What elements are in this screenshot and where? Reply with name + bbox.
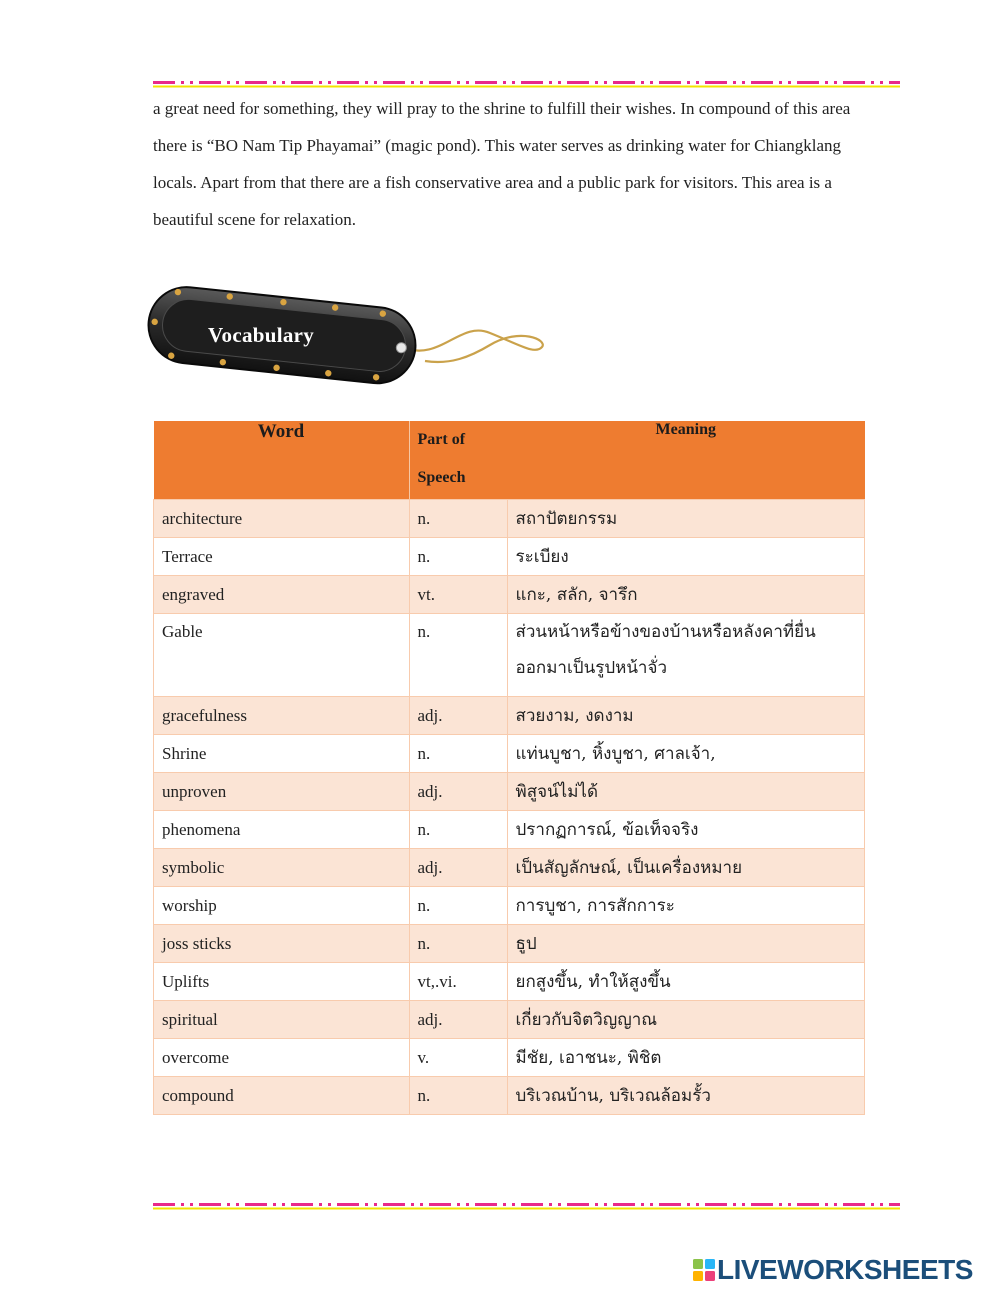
word-cell: architecture bbox=[154, 500, 410, 538]
table-row bbox=[154, 576, 865, 614]
table-row bbox=[154, 500, 865, 538]
pos-cell: vt,.vi. bbox=[409, 963, 507, 1001]
pos-cell: adj. bbox=[409, 697, 507, 735]
meaning-cell: มีชัย, เอาชนะ, พิชิต bbox=[507, 1039, 865, 1077]
top-decorative-rule bbox=[153, 80, 900, 88]
paragraph-line: a great need for something, they will pray to the shrine to fulfill their wishes. In compound of this area bbox=[153, 99, 851, 118]
word-cell: Gable bbox=[154, 614, 410, 697]
vocabulary-table bbox=[153, 421, 865, 1115]
meaning-cell: ยกสูงขึ้น, ทำให้สูงขึ้น bbox=[507, 963, 865, 1001]
meaning-line: ออกมาเป็นรูปหน้าจั่ว bbox=[515, 658, 667, 678]
header-word: Word bbox=[154, 421, 410, 500]
meaning-cell bbox=[507, 614, 865, 697]
pos-cell: n. bbox=[409, 1077, 507, 1115]
tag-graphic bbox=[140, 285, 560, 395]
pos-cell: n. bbox=[409, 538, 507, 576]
pos-cell: n. bbox=[409, 925, 507, 963]
pos-cell: n. bbox=[409, 735, 507, 773]
table-row bbox=[154, 538, 865, 576]
meaning-cell: แกะ, สลัก, จารึก bbox=[507, 576, 865, 614]
vocabulary-title: Vocabulary bbox=[208, 323, 315, 347]
meaning-cell: เกี่ยวกับจิตวิญญาณ bbox=[507, 1001, 865, 1039]
meaning-cell: ระเบียง bbox=[507, 538, 865, 576]
meaning-cell: สถาปัตยกรรม bbox=[507, 500, 865, 538]
liveworksheets-logo[interactable] bbox=[693, 1255, 973, 1285]
pos-cell: n. bbox=[409, 614, 507, 697]
meaning-cell: การบูชา, การสักการะ bbox=[507, 887, 865, 925]
table-row bbox=[154, 1001, 865, 1039]
vocabulary-tag bbox=[140, 285, 560, 395]
header-pos-line2: Speech bbox=[417, 469, 466, 486]
table-row bbox=[154, 697, 865, 735]
tag-string bbox=[402, 331, 543, 363]
word-cell: engraved bbox=[154, 576, 410, 614]
table-row bbox=[154, 811, 865, 849]
bottom-decorative-rule bbox=[153, 1202, 900, 1210]
pos-cell: vt. bbox=[409, 576, 507, 614]
word-cell: compound bbox=[154, 1077, 410, 1115]
word-cell: symbolic bbox=[154, 849, 410, 887]
word-cell: Terrace bbox=[154, 538, 410, 576]
table-row bbox=[154, 1077, 865, 1115]
meaning-cell: แท่นบูชา, หิ้งบูชา, ศาลเจ้า, bbox=[507, 735, 865, 773]
meaning-cell: เป็นสัญลักษณ์, เป็นเครื่องหมาย bbox=[507, 849, 865, 887]
meaning-cell: พิสูจน์ไม่ได้ bbox=[507, 773, 865, 811]
table-row bbox=[154, 849, 865, 887]
meaning-line: ส่วนหน้าหรือข้างของบ้านหรือหลังคาที่ยื่น bbox=[515, 622, 816, 642]
word-cell: phenomena bbox=[154, 811, 410, 849]
word-cell: Uplifts bbox=[154, 963, 410, 1001]
tag-eyelet bbox=[396, 342, 407, 353]
table-row bbox=[154, 614, 865, 697]
word-cell: worship bbox=[154, 887, 410, 925]
pos-cell: adj. bbox=[409, 1001, 507, 1039]
liveworksheets-logo-icon bbox=[693, 1259, 715, 1281]
logo-text: LIVEWORKSHEETS bbox=[717, 1254, 973, 1285]
pos-cell: n. bbox=[409, 811, 507, 849]
table-row bbox=[154, 887, 865, 925]
table-header-row bbox=[154, 421, 865, 500]
meaning-cell: บริเวณบ้าน, บริเวณล้อมรั้ว bbox=[507, 1077, 865, 1115]
intro-paragraph bbox=[153, 90, 913, 238]
meaning-cell: สวยงาม, งดงาม bbox=[507, 697, 865, 735]
paragraph-line: there is “BO Nam Tip Phayamai” (magic pond). This water serves as drinking water for Chiangklang bbox=[153, 136, 842, 155]
table-row bbox=[154, 1039, 865, 1077]
word-cell: overcome bbox=[154, 1039, 410, 1077]
header-meaning: Meaning bbox=[507, 421, 865, 500]
table-row bbox=[154, 735, 865, 773]
word-cell: gracefulness bbox=[154, 697, 410, 735]
pos-cell: n. bbox=[409, 887, 507, 925]
table-row bbox=[154, 773, 865, 811]
paragraph-line: locals. Apart from that there are a fish conservative area and a public park for visitors. This area is a bbox=[153, 173, 832, 192]
word-cell: spiritual bbox=[154, 1001, 410, 1039]
table-row bbox=[154, 963, 865, 1001]
pos-cell: n. bbox=[409, 500, 507, 538]
meaning-cell: ปรากฏการณ์, ข้อเท็จจริง bbox=[507, 811, 865, 849]
header-pos-line1: Part of bbox=[417, 431, 466, 448]
paragraph-line: beautiful scene for relaxation. bbox=[153, 210, 356, 229]
meaning-cell: ธูป bbox=[507, 925, 865, 963]
word-cell: joss sticks bbox=[154, 925, 410, 963]
pos-cell: adj. bbox=[409, 849, 507, 887]
word-cell: Shrine bbox=[154, 735, 410, 773]
word-cell: unproven bbox=[154, 773, 410, 811]
header-part-of-speech bbox=[409, 421, 507, 500]
pos-cell: v. bbox=[409, 1039, 507, 1077]
table-row bbox=[154, 925, 865, 963]
pos-cell: adj. bbox=[409, 773, 507, 811]
